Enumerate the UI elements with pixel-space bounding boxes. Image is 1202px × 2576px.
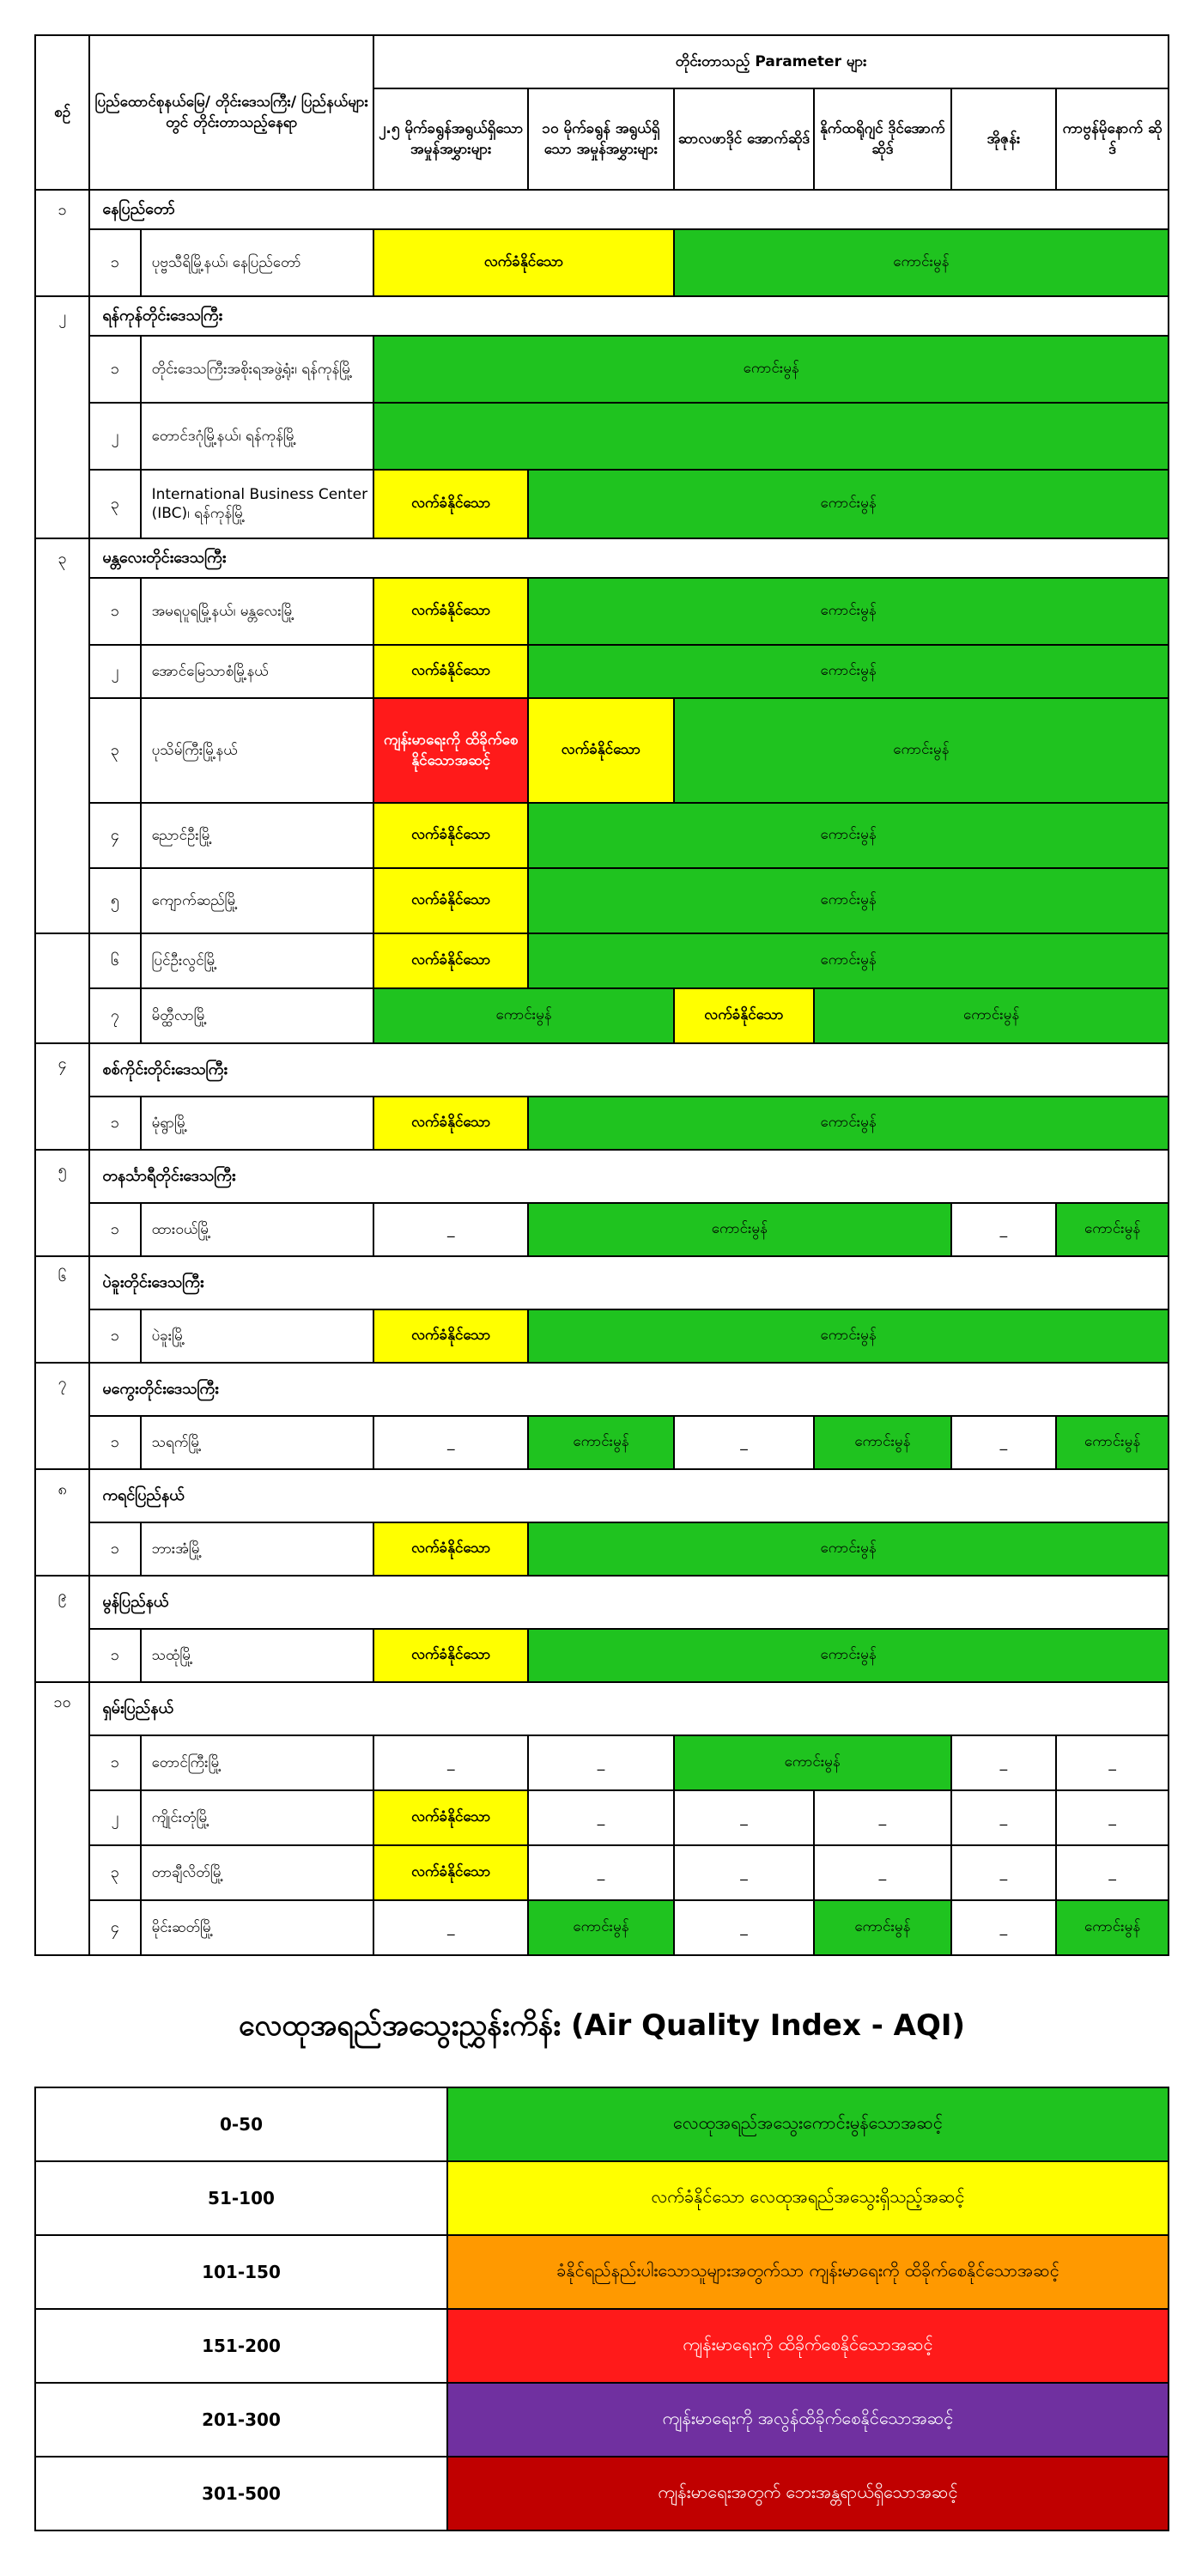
status-cell-none: _	[373, 1735, 528, 1790]
status-cell-none: _	[674, 1790, 814, 1845]
aqi-title: လေထုအရည်အသွေးညွှန်းကိန်း (Air Quality Index - AQI)	[238, 2008, 966, 2043]
region-row	[35, 1363, 1169, 1416]
station-location: ညောင်ဦးမြို့	[141, 803, 374, 868]
station-status-table-wrapper	[34, 34, 1169, 1956]
aqi-range: 301-500	[35, 2457, 447, 2530]
aqi-description: ကျန်းမာရေးကို အလွန်ထိခိုက်စေနိုင်သောအဆင့်	[447, 2383, 1169, 2457]
region-number: ၆	[35, 1256, 89, 1363]
aqi-row	[35, 2457, 1169, 2530]
status-cell-moderate: လက်ခံနိုင်သော	[373, 803, 528, 868]
aqi-row	[35, 2383, 1169, 2457]
param-pm10-header: ၁၀ မိုက်ခရွန် အရွယ်ရှိသော အမှုန်အမွှားများ	[528, 88, 674, 190]
station-number: ၁	[89, 336, 140, 403]
station-number: ၁	[89, 1735, 140, 1790]
table-row	[35, 1900, 1169, 1955]
table-row	[35, 1629, 1169, 1682]
station-location: တိုင်းဒေသကြီးအစိုးရအဖွဲ့ရုံး၊ ရန်ကုန်မြို့	[141, 336, 374, 403]
station-location: ကျိုင်းတုံမြို့	[141, 1790, 374, 1845]
status-cell-moderate: လက်ခံနိုင်သော	[373, 470, 528, 538]
status-cell-none: _	[814, 1845, 950, 1900]
table-row	[35, 1845, 1169, 1900]
region-row	[35, 1469, 1169, 1522]
status-cell-good: ကောင်းမွန်	[528, 868, 1169, 933]
param-so2-header: ဆာလဖာဒိုင် အောက်ဆိုဒ်	[674, 88, 814, 190]
station-location: ပုဗ္ဗသီရိမြို့နယ်၊ နေပြည်တော်	[141, 229, 374, 296]
status-cell-good: ကောင်းမွန်	[674, 698, 1169, 803]
region-name: ကရင်ပြည်နယ်	[89, 1469, 1169, 1522]
region-row	[35, 1150, 1169, 1203]
region-name: ပဲခူးတိုင်းဒေသကြီး	[89, 1256, 1169, 1309]
aqi-description: လေထုအရည်အသွေးကောင်းမွန်သောအဆင့်	[447, 2087, 1169, 2161]
status-cell-none: _	[951, 1416, 1057, 1469]
param-pm25-header: ၂.၅ မိုက်ခရွန်အရွယ်ရှိသော အမှုန်အမွှားများ	[373, 88, 528, 190]
station-number: ၁	[89, 1416, 140, 1469]
status-cell-none: _	[951, 1735, 1057, 1790]
station-number: ၆	[89, 933, 140, 988]
table-row	[35, 578, 1169, 645]
station-number: ၄	[89, 803, 140, 868]
aqi-description: လက်ခံနိုင်သော လေထုအရည်အသွေးရှိသည့်အဆင့်	[447, 2161, 1169, 2235]
status-cell-none: _	[528, 1845, 674, 1900]
aqi-row	[35, 2087, 1169, 2161]
region-name: မန္တလေးတိုင်းဒေသကြီး	[89, 538, 1169, 578]
status-cell-moderate: လက်ခံနိုင်သော	[373, 229, 673, 296]
status-cell-none: _	[373, 1203, 528, 1256]
station-location: ပဲခူးမြို့	[141, 1309, 374, 1363]
status-cell-none: _	[951, 1900, 1057, 1955]
aqi-legend-table	[34, 2087, 1169, 2531]
station-number: ၃	[89, 1845, 140, 1900]
status-cell-none: _	[814, 1790, 950, 1845]
status-cell-good: ကောင်းမွန်	[1056, 1416, 1169, 1469]
aqi-row	[35, 2309, 1169, 2383]
table-row	[35, 645, 1169, 698]
region-row	[35, 296, 1169, 336]
station-number: ၂	[89, 645, 140, 698]
station-location: International Business Center (IBC)၊ ရန်ကုန်မြို့	[141, 470, 374, 538]
station-location: ပုသိမ်ကြီးမြို့နယ်	[141, 698, 374, 803]
status-cell-moderate: လက်ခံနိုင်သော	[373, 1522, 528, 1576]
region-number-blank	[35, 933, 89, 1043]
region-number: ၂	[35, 296, 89, 538]
region-row	[35, 190, 1169, 229]
status-cell-none: _	[528, 1735, 674, 1790]
aqi-range: 101-150	[35, 2235, 447, 2309]
table-row	[35, 988, 1169, 1043]
status-cell-good: ကောင်းမွန်	[528, 1416, 674, 1469]
status-cell-good: ကောင်းမွန်	[528, 803, 1169, 868]
aqi-description: ကျန်းမာရေးကို ထိခိုက်စေနိုင်သောအဆင့်	[447, 2309, 1169, 2383]
status-cell-moderate: လက်ခံနိုင်သော	[373, 645, 528, 698]
station-location: သရက်မြို့	[141, 1416, 374, 1469]
status-cell-moderate: လက်ခံနိုင်သော	[373, 1629, 528, 1682]
param-co-header: ကာဗွန်မိုနောက် ဆိုဒ်	[1056, 88, 1169, 190]
status-cell-good: ကောင်းမွန်	[814, 1900, 950, 1955]
region-number: ၁၀	[35, 1682, 89, 1955]
station-number: ၁	[89, 1629, 140, 1682]
status-cell-moderate: လက်ခံနိုင်သော	[373, 1845, 528, 1900]
status-cell-good: ကောင်းမွန်	[528, 1309, 1169, 1363]
region-name: စစ်ကိုင်းတိုင်းဒေသကြီး	[89, 1043, 1169, 1097]
table-row	[35, 1416, 1169, 1469]
status-cell-none: _	[674, 1900, 814, 1955]
status-cell-none: _	[373, 1416, 528, 1469]
table-row	[35, 1097, 1169, 1150]
status-cell-none: _	[1056, 1735, 1169, 1790]
status-cell-moderate: လက်ခံနိုင်သော	[373, 868, 528, 933]
aqi-range: 0-50	[35, 2087, 447, 2161]
table-row	[35, 1790, 1169, 1845]
station-number: ၃	[89, 698, 140, 803]
status-cell-good: ကောင်းမွန်	[528, 1203, 950, 1256]
station-number: ၂	[89, 403, 140, 470]
region-number: ၈	[35, 1469, 89, 1576]
station-location: ကျောက်ဆည်မြို့	[141, 868, 374, 933]
station-number: ၅	[89, 868, 140, 933]
status-cell-good: ကောင်းမွန်	[1056, 1203, 1169, 1256]
status-cell-moderate: လက်ခံနိုင်သော	[528, 698, 674, 803]
station-status-table	[34, 34, 1169, 1956]
table-row	[35, 403, 1169, 470]
region-number: ၅	[35, 1150, 89, 1256]
table-row	[35, 803, 1169, 868]
region-number: ၃	[35, 538, 89, 933]
station-number: ၁	[89, 1203, 140, 1256]
station-location: မုံရွာမြို့	[141, 1097, 374, 1150]
station-number: ၂	[89, 1790, 140, 1845]
status-cell-moderate: လက်ခံနိုင်သော	[373, 578, 528, 645]
region-row	[35, 1256, 1169, 1309]
status-cell-moderate: လက်ခံနိုင်သော	[674, 988, 814, 1043]
table-row	[35, 1522, 1169, 1576]
aqi-description: ခံနိုင်ရည်နည်းပါးသောသူများအတွက်သာ ကျန်းမာရေးကို ထိခိုက်စေနိုင်သောအဆင့်	[447, 2235, 1169, 2309]
status-cell-good: ကောင်းမွန်	[528, 470, 1169, 538]
region-number: ၇	[35, 1363, 89, 1469]
status-cell-none: _	[1056, 1790, 1169, 1845]
station-location: မိုင်းဆတ်မြို့	[141, 1900, 374, 1955]
station-location: တောင်ကြီးမြို့	[141, 1735, 374, 1790]
col-location-header: ပြည်ထောင်စုနယ်မြေ/ တိုင်းဒေသကြီး/ ပြည်နယ်များတွင် တိုင်းတာသည့်နေရာ	[89, 35, 373, 190]
status-cell-good: ကောင်းမွန်	[1056, 1900, 1169, 1955]
region-number: ၉	[35, 1576, 89, 1682]
table-row	[35, 1203, 1169, 1256]
status-cell-none: _	[528, 1790, 674, 1845]
region-name: မကွေးတိုင်းဒေသကြီး	[89, 1363, 1169, 1416]
param-o3-header: အိုဇုန်း	[951, 88, 1057, 190]
col-params-header: တိုင်းတာသည့် Parameter များ	[373, 35, 1169, 88]
table-row	[35, 933, 1169, 988]
status-cell-none: _	[951, 1845, 1057, 1900]
station-number: ၁	[89, 1097, 140, 1150]
aqi-row	[35, 2235, 1169, 2309]
region-row	[35, 1576, 1169, 1629]
station-number: ၁	[89, 229, 140, 296]
station-location: ဘားအံမြို့	[141, 1522, 374, 1576]
status-cell-unhealthy: ကျန်းမာရေးကို ထိခိုက်စေနိုင်သောအဆင့်	[373, 698, 528, 803]
header-row-1	[35, 35, 1169, 88]
status-cell-moderate: လက်ခံနိုင်သော	[373, 1097, 528, 1150]
table-row	[35, 229, 1169, 296]
status-cell-none: _	[674, 1845, 814, 1900]
status-cell-good: ကောင်းမွန်	[373, 336, 1169, 403]
status-cell-good: ကောင်းမွန်	[528, 933, 1169, 988]
station-number: ၃	[89, 470, 140, 538]
status-cell-moderate: လက်ခံနိုင်သော	[373, 933, 528, 988]
status-cell-good: ကောင်းမွန်	[814, 988, 1169, 1043]
status-cell-moderate: လက်ခံနိုင်သော	[373, 1790, 528, 1845]
aqi-range: 201-300	[35, 2383, 447, 2457]
station-number: ၇	[89, 988, 140, 1043]
status-cell-none: _	[674, 1416, 814, 1469]
status-cell-none: _	[1056, 1845, 1169, 1900]
station-location: တောင်ဒဂုံမြို့နယ်၊ ရန်ကုန်မြို့	[141, 403, 374, 470]
param-no2-header: နိုက်ထရိုဂျင် ဒိုင်အောက် ဆိုဒ်	[814, 88, 950, 190]
status-cell-none: _	[373, 1900, 528, 1955]
status-cell-moderate: လက်ခံနိုင်သော	[373, 1309, 528, 1363]
station-location: သထုံမြို့	[141, 1629, 374, 1682]
station-location: တာချီလိတ်မြို့	[141, 1845, 374, 1900]
status-cell-good: ကောင်းမွန်	[373, 988, 673, 1043]
status-cell-blank-green	[373, 403, 1169, 470]
status-cell-none: _	[951, 1790, 1057, 1845]
status-cell-good: ကောင်းမွန်	[814, 1416, 950, 1469]
region-name: တနင်္သာရီတိုင်းဒေသကြီး	[89, 1150, 1169, 1203]
station-location: ထားဝယ်မြို့	[141, 1203, 374, 1256]
region-row	[35, 1043, 1169, 1097]
table-row	[35, 698, 1169, 803]
status-cell-good: ကောင်းမွန်	[528, 1097, 1169, 1150]
status-cell-good: ကောင်းမွန်	[528, 1629, 1169, 1682]
table-row	[35, 336, 1169, 403]
aqi-row	[35, 2161, 1169, 2235]
region-name: မွန်ပြည်နယ်	[89, 1576, 1169, 1629]
station-number: ၁	[89, 1522, 140, 1576]
station-number: ၁	[89, 1309, 140, 1363]
station-number: ၄	[89, 1900, 140, 1955]
status-cell-good: ကောင်းမွန်	[528, 645, 1169, 698]
table-row	[35, 868, 1169, 933]
table-row	[35, 470, 1169, 538]
region-number: ၄	[35, 1043, 89, 1150]
aqi-range: 51-100	[35, 2161, 447, 2235]
table-row	[35, 1309, 1169, 1363]
col-no-header: စဉ်	[35, 35, 89, 190]
table-row	[35, 1735, 1169, 1790]
station-location: ပြင်ဦးလွင်မြို့	[141, 933, 374, 988]
station-location: အောင်မြေသာစံမြို့နယ်	[141, 645, 374, 698]
region-number: ၁	[35, 190, 89, 296]
station-number: ၁	[89, 578, 140, 645]
region-name: ရှမ်းပြည်နယ်	[89, 1682, 1169, 1735]
status-cell-none: _	[951, 1203, 1057, 1256]
station-location: မိတ္ထီလာမြို့	[141, 988, 374, 1043]
aqi-range: 151-200	[35, 2309, 447, 2383]
region-name: ရန်ကုန်တိုင်းဒေသကြီး	[89, 296, 1169, 336]
region-name: နေပြည်တော်	[89, 190, 1169, 229]
region-row	[35, 1682, 1169, 1735]
status-cell-good: ကောင်းမွန်	[674, 229, 1169, 296]
aqi-description: ကျန်းမာရေးအတွက် ဘေးအန္တရာယ်ရှိသောအဆင့်	[447, 2457, 1169, 2530]
status-cell-good: ကောင်းမွန်	[528, 1522, 1169, 1576]
status-cell-good: ကောင်းမွန်	[674, 1735, 951, 1790]
status-cell-good: ကောင်းမွန်	[528, 1900, 674, 1955]
region-row	[35, 538, 1169, 578]
status-cell-good: ကောင်းမွန်	[528, 578, 1169, 645]
station-location: အမရပူရမြို့နယ်၊ မန္တလေးမြို့	[141, 578, 374, 645]
